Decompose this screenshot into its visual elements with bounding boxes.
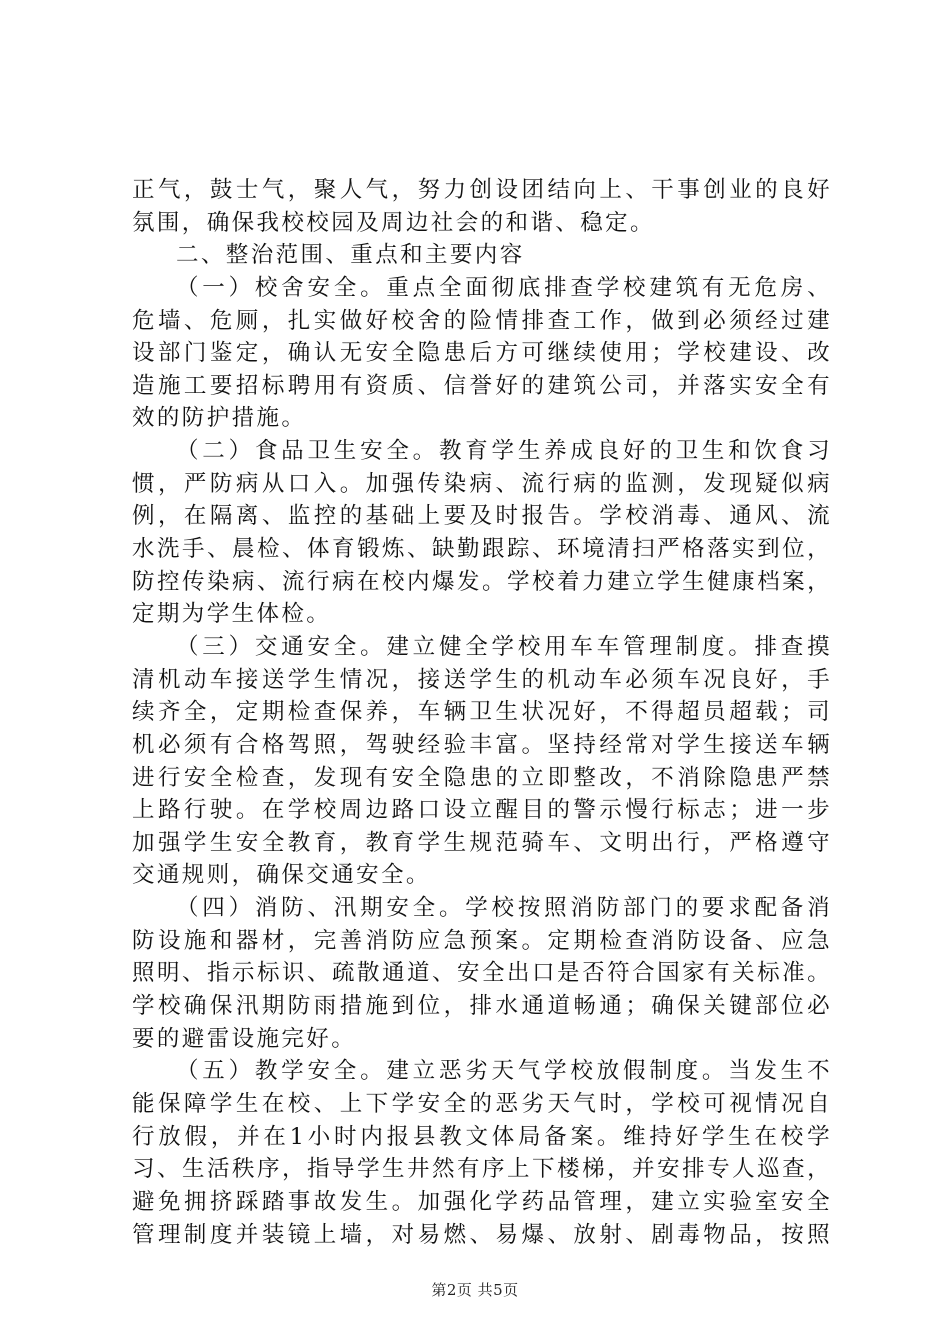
text-line: 例，在隔离、监控的基础上要及时报告。学校消毒、通风、流 — [132, 503, 832, 530]
text-line: 要的避雷设施完好。 — [132, 1025, 357, 1052]
text-line: 定期为学生体检。 — [132, 601, 332, 628]
text-line: 设部门鉴定，确认无安全隐患后方可继续使用；学校建设、改 — [132, 340, 832, 367]
text-line: 能保障学生在校、上下学安全的恶劣天气时，学校可视情况自 — [132, 1090, 832, 1117]
text-line: 机必须有合格驾照，驾驶经验丰富。坚持经常对学生接送车辆 — [132, 731, 832, 758]
text-line: （四）消防、汛期安全。学校按照消防部门的要求配备消 — [176, 895, 832, 922]
text-line: （一）校舍安全。重点全面彻底排查学校建筑有无危房、 — [176, 274, 832, 301]
text-line: 防设施和器材，完善消防应急预案。定期检查消防设备、应急 — [132, 927, 832, 954]
text-line: 惯，严防病从口入。加强传染病、流行病的监测，发现疑似病 — [132, 470, 832, 497]
text-line: 学校确保汛期防雨措施到位，排水通道畅通；确保关键部位必 — [132, 993, 832, 1020]
text-line: 习、生活秩序，指导学生井然有序上下楼梯，并安排专人巡查， — [132, 1156, 832, 1183]
text-line: 氛围，确保我校校园及周边社会的和谐、稳定。 — [132, 209, 655, 236]
text-line: （三）交通安全。建立健全学校用车车管理制度。排查摸 — [176, 633, 832, 660]
text-line: 正气，鼓士气，聚人气，努力创设团结向上、干事创业的良好 — [132, 177, 832, 203]
text-line: 续齐全，定期检查保养，车辆卫生状况好，不得超员超载；司 — [132, 699, 832, 726]
text-line: （二）食品卫生安全。教育学生养成良好的卫生和饮食习 — [176, 438, 832, 465]
text-line: 防控传染病、流行病在校内爆发。学校着力建立学生健康档案， — [132, 568, 832, 595]
section-heading: 二、整治范围、重点和主要内容 — [176, 242, 525, 269]
text-line: 清机动车接送学生情况，接送学生的机动车必须车况良好，手 — [132, 666, 832, 693]
text-line: 加强学生安全教育，教育学生规范骑车、文明出行，严格遵守 — [132, 829, 832, 856]
text-line: 水洗手、晨检、体育锻炼、缺勤跟踪、环境清扫严格落实到位， — [132, 536, 832, 563]
text-line: （五）教学安全。建立恶劣天气学校放假制度。当发生不 — [176, 1058, 832, 1085]
text-line: 造施工要招标聘用有资质、信誉好的建筑公司，并落实安全有 — [132, 372, 832, 399]
text-line: 进行安全检查，发现有安全隐患的立即整改，不消除隐患严禁 — [132, 764, 832, 791]
text-line: 避免拥挤踩踏事故发生。加强化学药品管理，建立实验室安全 — [132, 1188, 832, 1215]
text-line: 照明、指示标识、疏散通道、安全出口是否符合国家有关标准。 — [132, 960, 832, 987]
text-line: 行放假，并在1小时内报县教文体局备案。维持好学生在校学 — [132, 1123, 832, 1150]
text-line: 危墙、危厕，扎实做好校舍的险情排查工作，做到必须经过建 — [132, 307, 832, 334]
text-line: 上路行驶。在学校周边路口设立醒目的警示慢行标志；进一步 — [132, 797, 832, 824]
document-body — [132, 174, 832, 1251]
text-line: 效的防护措施。 — [132, 405, 307, 432]
text-line: 管理制度并装镜上墙，对易燃、易爆、放射、剧毒物品，按照 — [132, 1221, 832, 1248]
page-footer: 第2页 共5页 — [431, 1281, 519, 1299]
text-line: 交通规则，确保交通安全。 — [132, 862, 431, 889]
